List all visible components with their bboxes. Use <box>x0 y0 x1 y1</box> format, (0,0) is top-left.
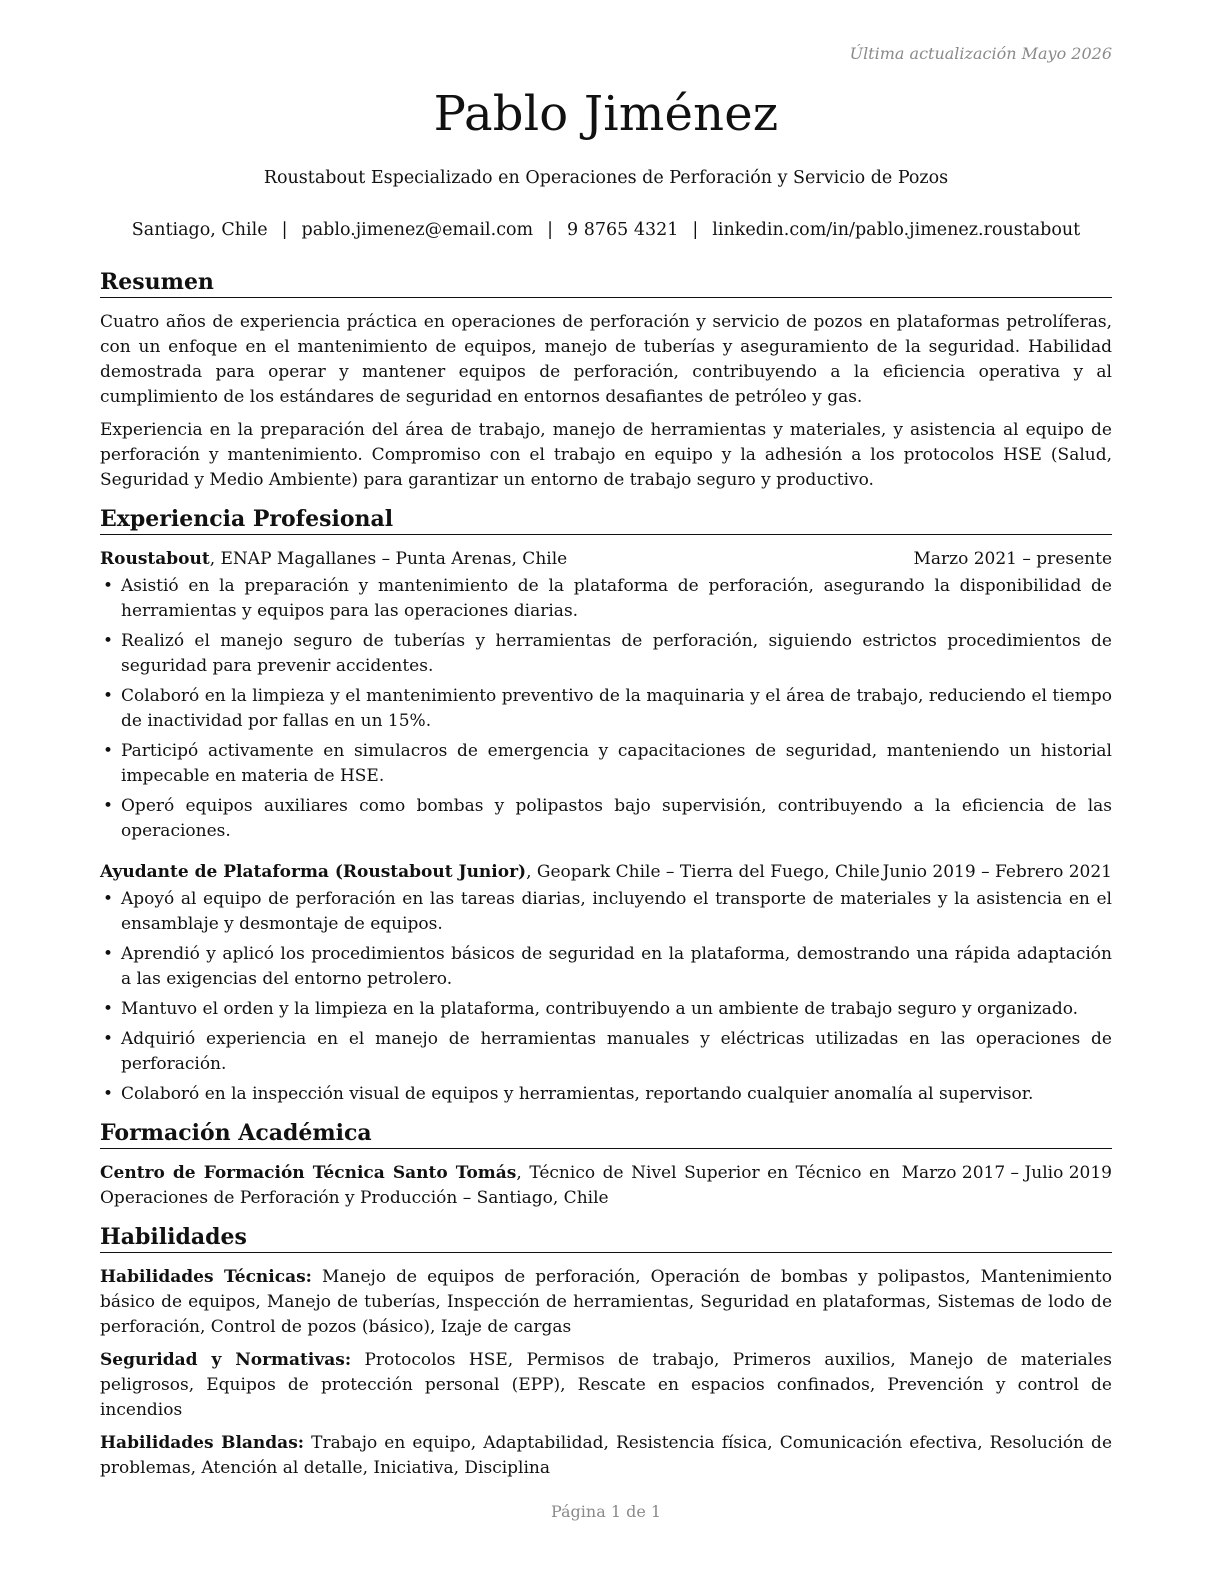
professional-title: Roustabout Especializado en Operaciones de Perforación y Servicio de Pozos <box>263 168 949 188</box>
bullet-item: • Colaboró en la inspección visual de equipos y herramientas, reportando cualquier anomalía al supervisor. <box>100 1082 1112 1107</box>
bullet-item: • Operó equipos auxiliares como bombas y polipastos bajo supervisión, contribuyendo a la eficiencia de las operaciones. <box>100 794 1112 844</box>
job-entry <box>100 860 1112 1107</box>
education-institution: Centro de Formación Técnica Santo Tomás <box>100 1163 517 1183</box>
candidate-name: Pablo Jiménez <box>433 86 779 142</box>
education-section <box>100 1119 1112 1211</box>
skill-group-safety <box>100 1348 1112 1423</box>
contact-separator: | <box>547 220 554 240</box>
section-heading-experience: Experiencia Profesional <box>100 505 1112 535</box>
job-entry <box>100 547 1112 844</box>
job-company: , Geopark Chile – Tierra del Fuego, Chile <box>526 862 880 882</box>
skill-group-text: Manejo de equipos de perforación, Operación de bombas y polipastos, Mantenimiento básico de equipos, Manejo de tuberías, Inspección de herramientas, Seguridad en plataformas, Sistemas de lodo de perforación, Control de pozos (básico), Izaje de cargas <box>100 1267 1112 1337</box>
bullet-item: • Apoyó al equipo de perforación en las tareas diarias, incluyendo el transporte de materiales y la asistencia en el ensamblaje y desmontaje de equipos. <box>100 887 1112 937</box>
job-header <box>100 860 1112 885</box>
job-role: Ayudante de Plataforma (Roustabout Junior) <box>100 862 527 882</box>
bullet-item: • Adquirió experiencia en el manejo de herramientas manuales y eléctricas utilizadas en las operaciones de perforación. <box>100 1027 1112 1077</box>
bullet-item: • Mantuvo el orden y la limpieza en la plataforma, contribuyendo a un ambiente de trabajo seguro y organizado. <box>100 997 1112 1022</box>
bullet-item: • Aprendió y aplicó los procedimientos básicos de seguridad en la plataforma, demostrando una rápida adaptación a las exigencias del entorno petrolero. <box>100 942 1112 992</box>
contact-email[interactable]: pablo.jimenez@email.com <box>301 220 534 240</box>
skill-group-text: Trabajo en equipo, Adaptabilidad, Resistencia física, Comunicación efectiva, Resolución de problemas, Atención al detalle, Iniciativa, Disciplina <box>100 1433 1113 1478</box>
section-heading-education: Formación Académica <box>100 1119 1112 1149</box>
contact-line <box>60 220 1152 240</box>
contact-linkedin[interactable]: linkedin.com/in/pablo.jimenez.roustabout <box>712 220 1081 240</box>
contact-phone: 9 8765 4321 <box>567 220 679 240</box>
bullet-item: • Participó activamente en simulacros de emergencia y capacitaciones de seguridad, manteniendo un historial impecable en materia de HSE. <box>100 739 1112 789</box>
summary-paragraph: Cuatro años de experiencia práctica en operaciones de perforación y servicio de pozos en plataformas petrolíferas, con un enfoque en el mantenimiento de equipos, manejo de tuberías y aseguramiento de la seguridad. Habilidad demostrada para operar y mantener equipos de perforación, contribuyendo a la eficiencia operativa y al cumplimiento de los estándares de seguridad en entornos desafiantes de petróleo y gas. <box>100 312 1112 407</box>
contact-location: Santiago, Chile <box>131 220 268 240</box>
bullet-item: • Colaboró en la limpieza y el mantenimiento preventivo de la maquinaria y el área de trabajo, reduciendo el tiempo de inactividad por fallas en un 15%. <box>100 684 1112 734</box>
education-entry <box>100 1161 1112 1211</box>
skill-group-label: Habilidades Técnicas: <box>100 1267 312 1287</box>
experience-section <box>100 505 1112 1107</box>
skill-group-label: Seguridad y Normativas: <box>100 1350 352 1370</box>
section-heading-skills: Habilidades <box>100 1223 1112 1253</box>
bullet-item: • Asistió en la preparación y mantenimiento de la plataforma de perforación, asegurando la disponibilidad de herramientas y equipos para las operaciones diarias. <box>100 574 1112 624</box>
job-bullets <box>100 887 1112 1107</box>
section-heading-summary: Resumen <box>100 268 1112 298</box>
bullet-item: • Realizó el manejo seguro de tuberías y herramientas de perforación, siguiendo estrictos procedimientos de seguridad para prevenir accidentes. <box>100 629 1112 679</box>
skills-section <box>100 1223 1112 1481</box>
job-dates: Junio 2019 – Febrero 2021 <box>882 862 1112 882</box>
job-role: Roustabout <box>100 549 210 569</box>
contact-separator: | <box>281 220 288 240</box>
education-dates: Marzo 2017 – Julio 2019 <box>901 1163 1112 1183</box>
skill-group-soft <box>100 1431 1112 1481</box>
resume-content <box>100 268 1112 1493</box>
education-detail: , Técnico de Nivel Superior en Técnico en Operaciones de Perforación y Producción – Santiago, Chile <box>100 1163 890 1208</box>
job-header <box>100 547 1112 572</box>
job-bullets <box>100 574 1112 844</box>
job-dates: Marzo 2021 – presente <box>913 549 1112 569</box>
skill-group-label: Habilidades Blandas: <box>100 1433 305 1453</box>
skill-group-text: Protocolos HSE, Permisos de trabajo, Primeros auxilios, Manejo de materiales peligrosos, Equipos de protección personal (EPP), Rescate en espacios confinados, Prevención y control de incendios <box>100 1350 1112 1420</box>
contact-separator: | <box>692 220 699 240</box>
summary-section <box>100 268 1112 493</box>
page-number: Página 1 de 1 <box>550 1502 662 1521</box>
skill-group-technical <box>100 1265 1112 1340</box>
summary-paragraph: Experiencia en la preparación del área de trabajo, manejo de herramientas y materiales, y asistencia al equipo de perforación y mantenimiento. Compromiso con el trabajo en equipo y la adhesión a los protocolos HSE (Salud, Seguridad y Medio Ambiente) para garantizar un entorno de trabajo seguro y productivo. <box>100 420 1112 490</box>
job-company: , ENAP Magallanes – Punta Arenas, Chile <box>209 549 568 569</box>
last-updated: Última actualización Mayo 2026 <box>849 44 1112 63</box>
